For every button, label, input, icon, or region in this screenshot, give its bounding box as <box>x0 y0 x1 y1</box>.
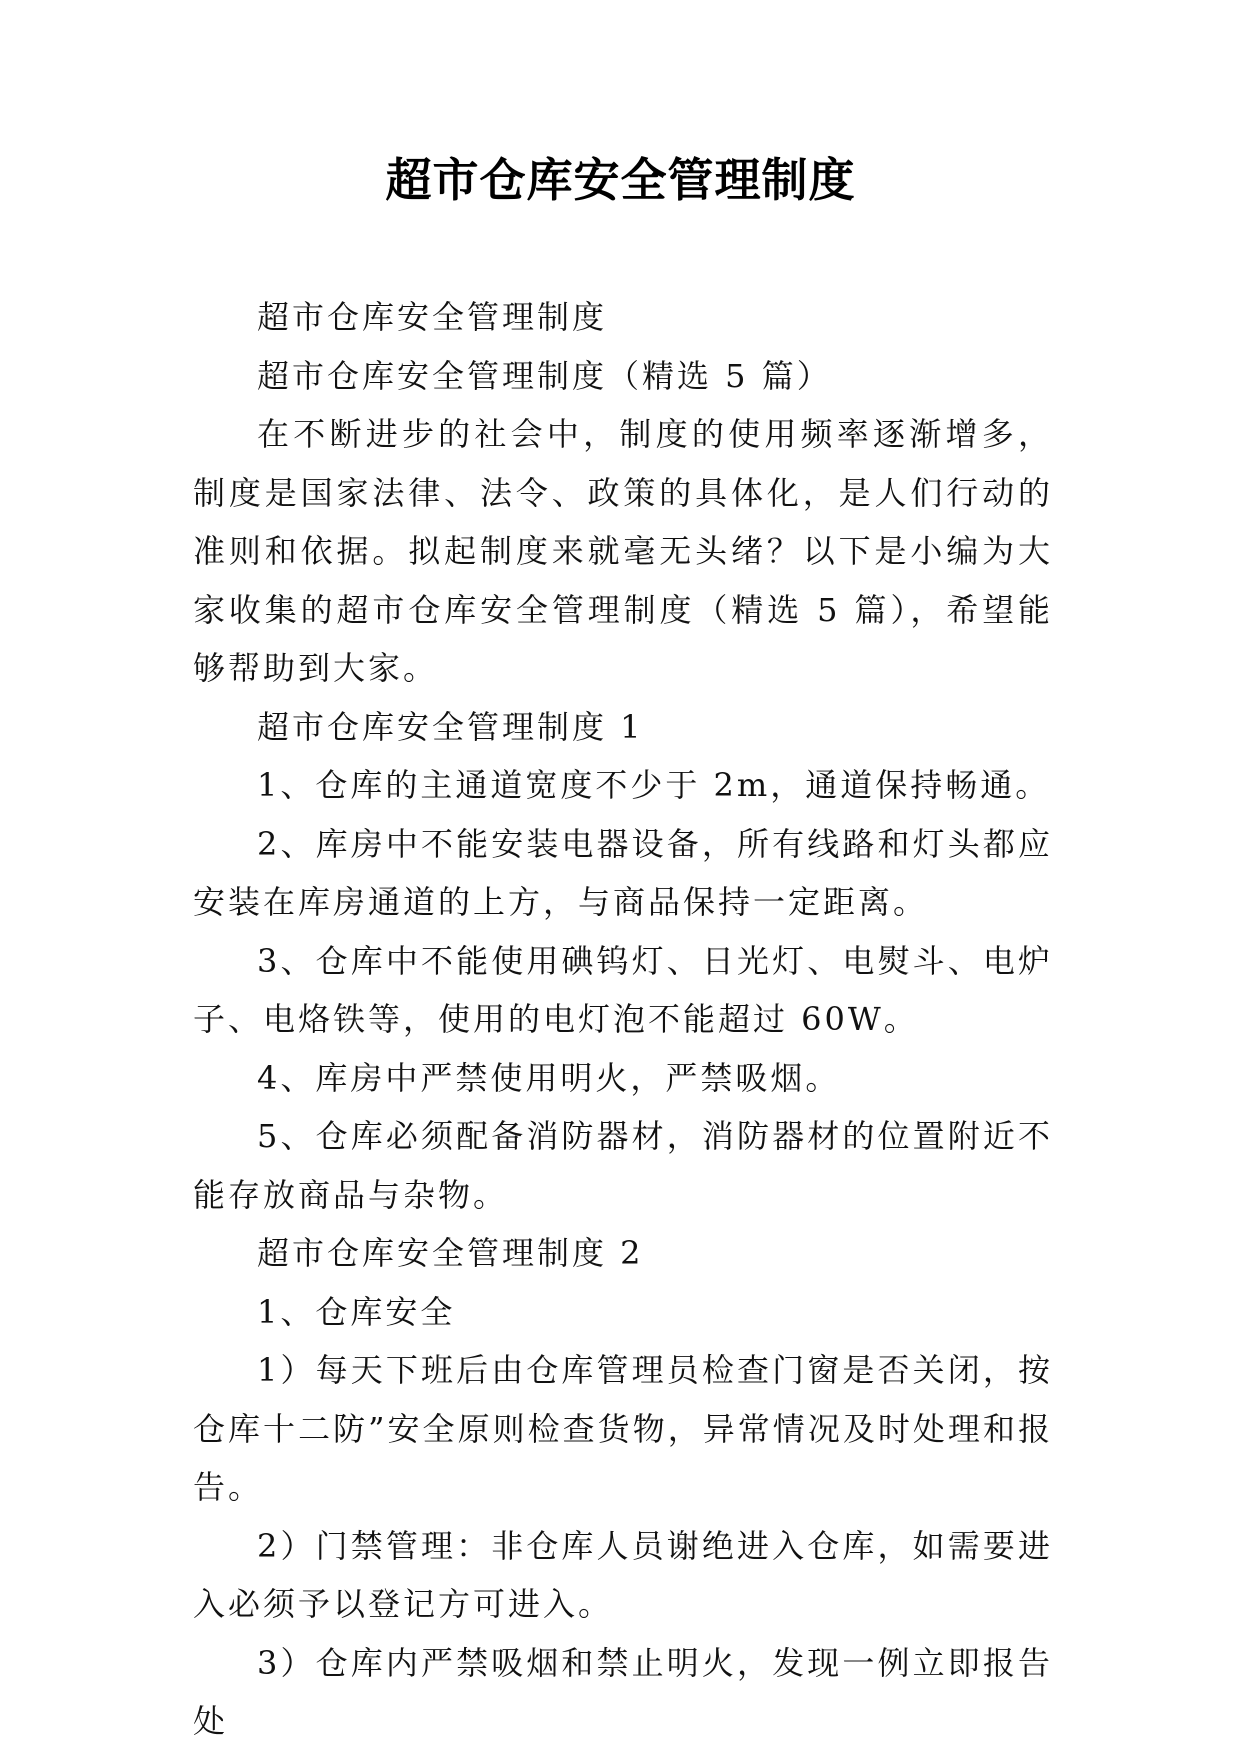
document-title: 超市仓库安全管理制度 <box>385 153 856 207</box>
list-item: 2、库房中不能安装电器设备，所有线路和灯头都应安装在库房通道的上方，与商品保持一定距离。 <box>193 824 1053 921</box>
subsection-heading: 1、仓库安全 <box>257 1292 456 1331</box>
paragraph-subtitle: 超市仓库安全管理制度（精选 5 篇） <box>257 356 832 395</box>
section-heading-1: 超市仓库安全管理制度 1 <box>257 707 644 746</box>
document-body <box>193 288 1053 1751</box>
paragraph-heading: 超市仓库安全管理制度 <box>257 298 608 336</box>
list-item: 1）每天下班后由仓库管理员检查门窗是否关闭，按仓库十二防”安全原则检查货物，异常情况及时处理和报告。 <box>193 1351 1053 1506</box>
section-heading-2: 超市仓库安全管理制度 2 <box>257 1234 644 1272</box>
paragraph-intro: 在不断进步的社会中，制度的使用频率逐渐增多，制度是国家法律、法令、政策的具体化，是人们行动的准则和依据。拟起制度来就毫无头绪？以下是小编为大家收集的超市仓库安全管理制度（精选 5 篇），希望能够帮助到大家。 <box>193 415 1053 687</box>
list-item: 2）门禁管理：非仓库人员谢绝进入仓库，如需要进入必须予以登记方可进入。 <box>193 1526 1053 1623</box>
list-item: 3）仓库内严禁吸烟和禁止明火，发现一例立即报告处 <box>193 1643 1053 1740</box>
list-item: 4、库房中严禁使用明火，严禁吸烟。 <box>257 1058 841 1097</box>
list-item: 5、仓库必须配备消防器材，消防器材的位置附近不能存放商品与杂物。 <box>193 1117 1053 1214</box>
list-item: 3、仓库中不能使用碘钨灯、日光灯、电熨斗、电炉子、电烙铁等，使用的电灯泡不能超过 60W。 <box>193 941 1053 1038</box>
list-item: 1、仓库的主通道宽度不少于 2m，通道保持畅通。 <box>257 766 1051 804</box>
